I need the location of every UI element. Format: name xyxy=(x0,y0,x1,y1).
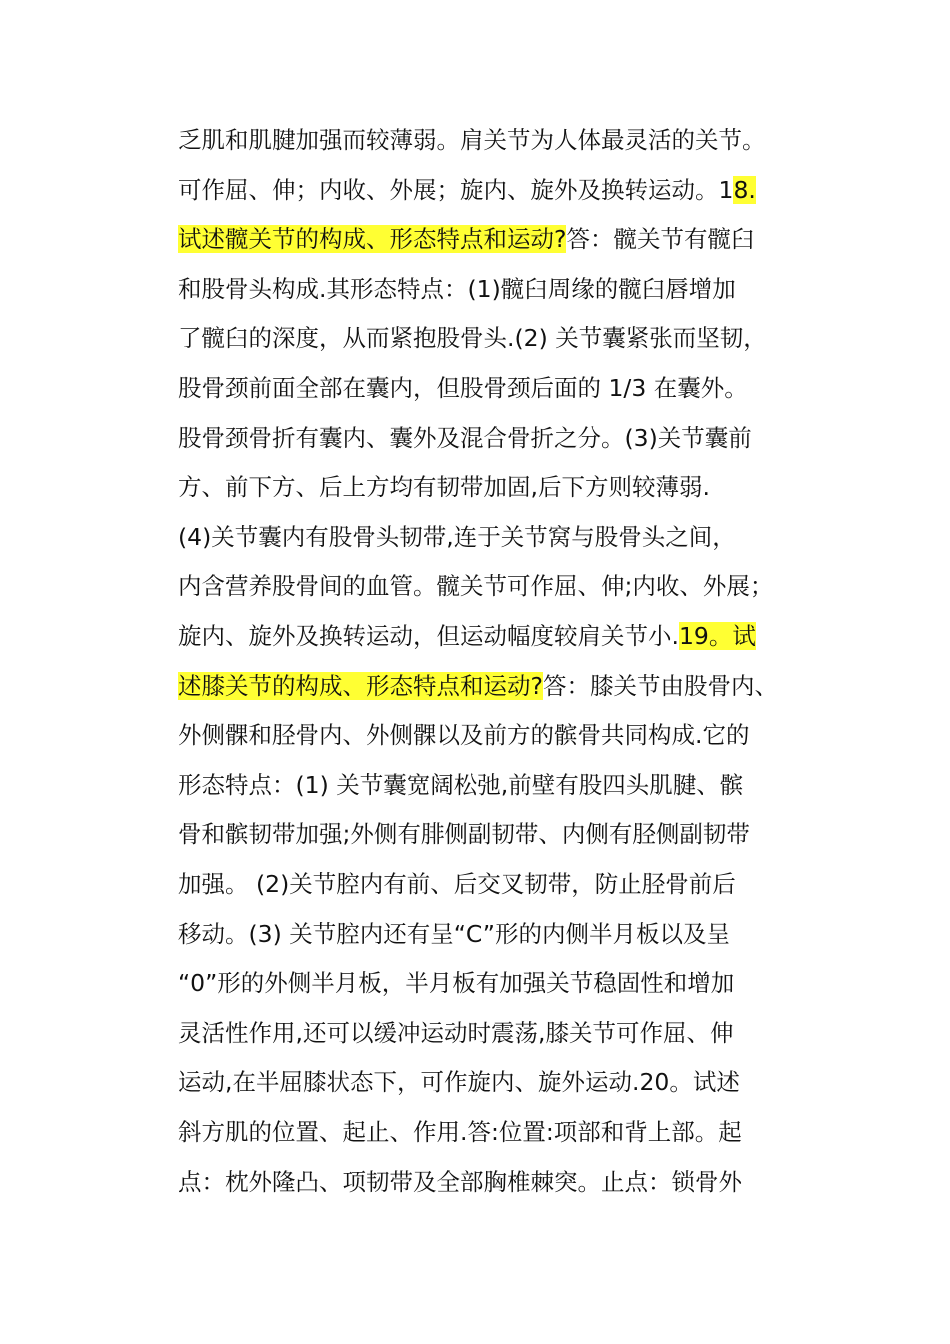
text-segment: 乏肌和肌腱加强而较薄弱。肩关节为人体最灵活的关节。 xyxy=(178,126,766,154)
text-line xyxy=(178,469,710,505)
text-segment: 点：枕外隆凸、项韧带及全部胸椎棘突。止点：锁骨外 xyxy=(178,1167,742,1196)
text-line xyxy=(178,816,750,852)
text-segment: 形态特点：(1) 关节囊宽阔松弛,前壁有股四头肌腱、髌 xyxy=(178,770,744,799)
highlighted-text: 19。试 xyxy=(678,622,756,650)
text-segment: 内含营养股骨间的血管。髋关节可作屈、伸;内收、外展； xyxy=(178,572,774,601)
highlighted-text: 试述髋关节的构成、形态特点和运动? xyxy=(178,225,567,254)
text-line xyxy=(178,122,766,158)
highlighted-text: 8. xyxy=(733,175,756,204)
text-line xyxy=(178,1064,740,1100)
text-line xyxy=(178,1164,742,1200)
text-segment: 了髋臼的深度，从而紧抱股骨头.(2) 关节囊紧张而坚韧， xyxy=(178,324,767,353)
text-line xyxy=(178,1015,733,1051)
highlighted-text: 述膝关节的构成、形态特点和运动? xyxy=(178,671,543,700)
text-segment: 方、前下方、后上方均有韧带加固,后下方则较薄弱. xyxy=(178,473,710,502)
text-line xyxy=(178,420,752,456)
text-segment: 移动。(3) 关节腔内还有呈“C”形的内侧半月板以及呈 xyxy=(178,919,730,948)
text-line xyxy=(178,866,736,902)
text-line xyxy=(178,172,756,208)
text-segment: 加强。 (2)关节腔内有前、后交叉韧带，防止胫骨前后 xyxy=(178,870,736,898)
text-segment: 和股骨头构成.其形态特点：(1)髋臼周缘的髋臼唇增加 xyxy=(178,274,736,303)
text-line xyxy=(178,618,756,654)
text-segment: 股骨颈前面全部在囊内，但股骨颈后面的 1/3 在囊外。 xyxy=(178,374,748,402)
text-segment: 灵活性作用,还可以缓冲运动时震荡,膝关节可作屈、伸 xyxy=(178,1018,734,1047)
text-line xyxy=(178,370,748,406)
text-segment: 可作屈、伸；内收、外展；旋内、旋外及换转运动。1 xyxy=(178,175,734,204)
text-segment: 斜方肌的位置、起止、作用.答:位置:项部和背上部。起 xyxy=(178,1118,742,1146)
text-line xyxy=(178,767,743,803)
text-line xyxy=(178,717,749,753)
text-line xyxy=(178,668,778,704)
text-segment: (4)关节囊内有股骨头韧带,连于关节窝与股骨头之间， xyxy=(178,522,736,551)
text-line xyxy=(178,916,730,952)
text-segment: 运动,在半屈膝状态下，可作旋内、旋外运动.20。试述 xyxy=(178,1068,740,1097)
text-line xyxy=(178,271,736,307)
text-line xyxy=(178,568,773,604)
text-line xyxy=(178,519,736,555)
text-segment: 股骨颈骨折有囊内、囊外及混合骨折之分。(3)关节囊前 xyxy=(178,423,752,452)
text-line xyxy=(178,221,754,257)
text-line xyxy=(178,1114,742,1150)
text-segment: 答：髋关节有髋臼 xyxy=(566,225,755,254)
text-line xyxy=(178,320,767,356)
text-segment: 答：膝关节由股骨内、 xyxy=(542,671,778,700)
text-line xyxy=(178,965,734,1001)
text-segment: 旋内、旋外及换转运动，但运动幅度较肩关节小. xyxy=(178,622,679,650)
text-segment: 外侧髁和胫骨内、外侧髁以及前方的髌骨共同构成.它的 xyxy=(178,721,750,750)
text-segment: 骨和髌韧带加强;外侧有腓侧副韧带、内侧有胫侧副韧带 xyxy=(178,820,750,849)
text-segment: “0”形的外侧半月板，半月板有加强关节稳固性和增加 xyxy=(178,969,735,998)
